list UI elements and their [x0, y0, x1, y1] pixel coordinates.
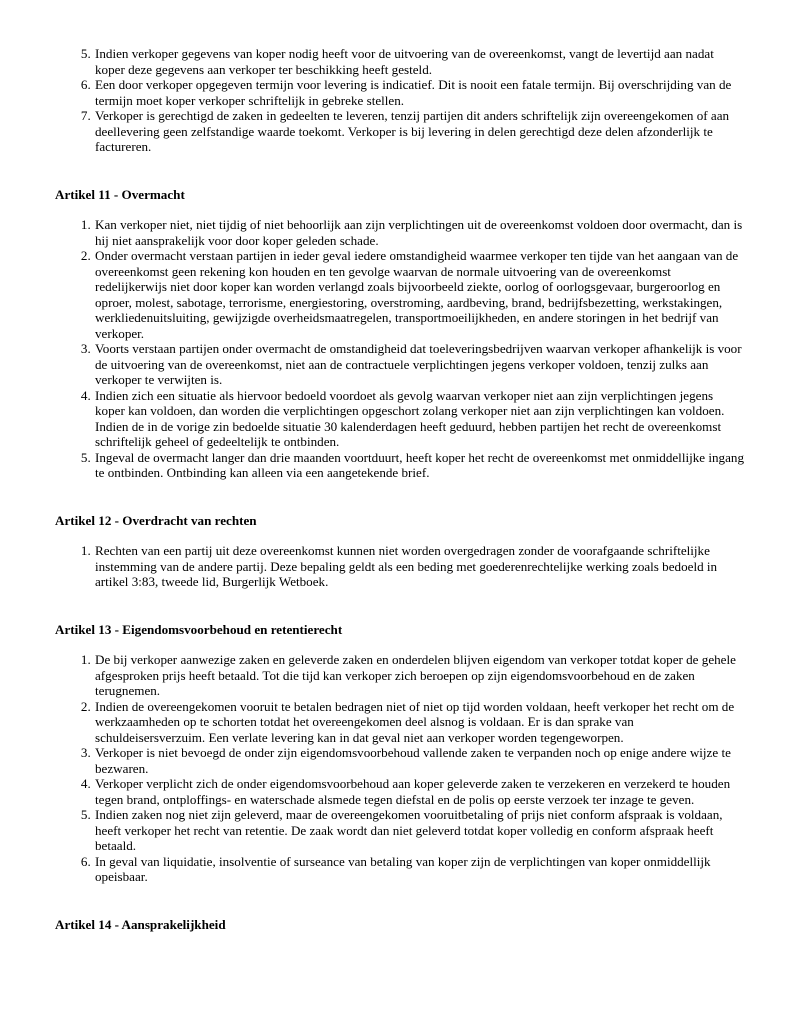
- list-item: 2. Onder overmacht verstaan partijen in ieder geval iedere omstandigheid waarmee verkoper ten tijde van het aangaan van de overeenkomst geen rekening kon houden en ten gevolge waarvan de normale uitvoering van de overeenkomst redelijkerwijs niet door koper kan worden verlangd zoals bijvoorbeeld ziekte, oorlog of oorlogsgevaar, burgeroorlog en oproer, molest, sabotage, terrorisme, energiestoring, overstroming, aardbeving, brand, bedrijfsbezetting, werkstakingen, werkliedenuitsluiting, gewijzigde overheidsmaatregelen, transportmoeilijkheden, en andere storingen in het bedrijf van verkoper.: [94, 248, 745, 341]
- list-item: 1. De bij verkoper aanwezige zaken en geleverde zaken en onderdelen blijven eigendom van verkoper totdat koper de gehele afgesproken prijs heeft betaald. Tot die tijd kan verkoper zich beroepen op zijn eigendomsvoorbehoud en de zaken terugnemen.: [94, 652, 745, 699]
- list-item: 5. Indien verkoper gegevens van koper nodig heeft voor de uitvoering van de overeenkomst, vangt de levertijd aan nadat koper deze gegevens aan verkoper ter beschikking heeft gesteld.: [94, 46, 745, 77]
- article-13-list: [55, 652, 745, 885]
- list-item: 3. Voorts verstaan partijen onder overmacht de omstandigheid dat toeleveringsbedrijven waarvan verkoper afhankelijk is voor de uitvoering van de overeenkomst, niet aan de contractuele verplichtingen jegens verkoper voldoen, tenzij zulks aan verkoper te verwijten is.: [94, 341, 745, 388]
- list-item: 6. In geval van liquidatie, insolventie of surseance van betaling van koper zijn de verplichtingen van koper onmiddellijk opeisbaar.: [94, 854, 745, 885]
- list-item: 2. Indien de overeengekomen vooruit te betalen bedragen niet of niet op tijd worden voldaan, heeft verkoper het recht om de werkzaamheden op te schorten totdat het overeengekomen deel alsnog is voldaan. Er is dan sprake van schuldeisersverzuim. Een verlate levering kan in dat geval niet aan verkoper worden tegengeworpen.: [94, 699, 745, 746]
- article-14-heading: Artikel 14 - Aansprakelijkheid: [55, 916, 226, 932]
- article-11-heading: Artikel 11 - Overmacht: [55, 186, 185, 202]
- document-page: [55, 46, 745, 932]
- list-item: 4. Verkoper verplicht zich de onder eigendomsvoorbehoud aan koper geleverde zaken te verzekeren en verzekerd te houden tegen brand, ontploffings- en waterschade alsmede tegen diefstal en de polis op eerste verzoek ter inzage te geven.: [94, 776, 745, 807]
- article-12-list: [55, 543, 745, 590]
- list-item: 1. Rechten van een partij uit deze overeenkomst kunnen niet worden overgedragen zonder de voorafgaande schriftelijke instemming van de andere partij. Deze bepaling geldt als een beding met goederenrechtelijke werking zoals bedoeld in artikel 3:83, tweede lid, Burgerlijk Wetboek.: [94, 543, 745, 590]
- list-item: 3. Verkoper is niet bevoegd de onder zijn eigendomsvoorbehoud vallende zaken te verpanden noch op enige andere wijze te bezwaren.: [94, 745, 745, 776]
- section10-list: [55, 46, 745, 155]
- list-item: 6. Een door verkoper opgegeven termijn voor levering is indicatief. Dit is nooit een fatale termijn. Bij overschrijding van de termijn moet koper verkoper schriftelijk in gebreke stellen.: [94, 77, 745, 108]
- list-item: 7. Verkoper is gerechtigd de zaken in gedeelten te leveren, tenzij partijen dit anders schriftelijk zijn overeengekomen of aan deellevering geen zelfstandige waarde toekomt. Verkoper is bij levering in delen gerechtigd deze delen afzonderlijk te factureren.: [94, 108, 745, 155]
- article-12-heading: Artikel 12 - Overdracht van rechten: [55, 512, 257, 528]
- list-item: 5. Ingeval de overmacht langer dan drie maanden voortduurt, heeft koper het recht de overeenkomst met onmiddellijke ingang te ontbinden. Ontbinding kan alleen via een aangetekende brief.: [94, 450, 745, 481]
- article-13-heading: Artikel 13 - Eigendomsvoorbehoud en retentierecht: [55, 621, 343, 637]
- list-item: 1. Kan verkoper niet, niet tijdig of niet behoorlijk aan zijn verplichtingen uit de overeenkomst voldoen door overmacht, dan is hij niet aansprakelijk voor door koper geleden schade.: [94, 217, 745, 248]
- article-11-list: [55, 217, 745, 481]
- list-item: 4. Indien zich een situatie als hiervoor bedoeld voordoet als gevolg waarvan verkoper niet aan zijn verplichtingen jegens koper kan voldoen, dan worden die verplichtingen opgeschort zolang verkoper niet aan zijn verplichtingen kan voldoen. Indien de in de vorige zin bedoelde situatie 30 kalenderdagen heeft geduurd, hebben partijen het recht de overeenkomst schriftelijk geheel of gedeeltelijk te ontbinden.: [94, 388, 745, 450]
- list-item: 5. Indien zaken nog niet zijn geleverd, maar de overeengekomen vooruitbetaling of prijs niet conform afspraak is voldaan, heeft verkoper het recht van retentie. De zaak wordt dan niet geleverd totdat koper volledig en conform afspraak heeft betaald.: [94, 807, 745, 854]
